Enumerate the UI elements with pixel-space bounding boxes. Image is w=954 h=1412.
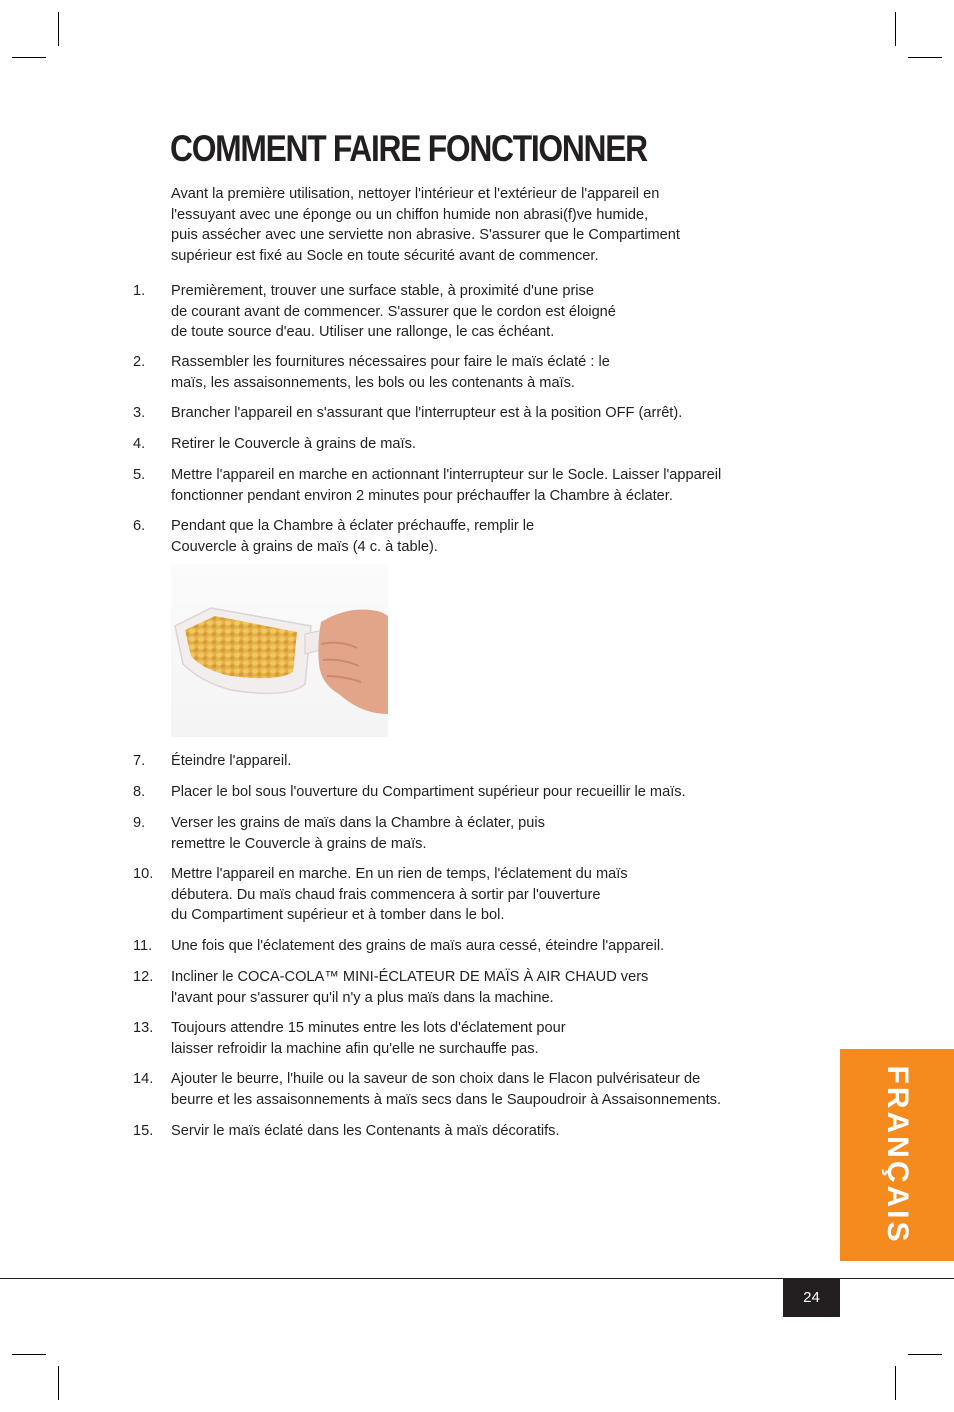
- step-text: Servir le maïs éclaté dans les Contenants à maïs décoratifs.: [171, 1123, 560, 1139]
- intro-line: l'essuyant avec une éponge ou un chiffon humide non abrasi(f)ve humide,: [171, 206, 649, 223]
- step-text: remettre le Couvercle à grains de maïs.: [171, 835, 427, 852]
- intro-line: supérieur est fixé au Socle en toute sécurité avant de commencer.: [171, 247, 599, 264]
- step-text: de toute source d'eau. Utiliser une rallonge, le cas échéant.: [171, 324, 555, 341]
- crop-mark: [12, 57, 46, 58]
- step-text: fonctionner pendant environ 2 minutes pour préchauffer la Chambre à éclater.: [171, 487, 673, 504]
- intro-line: Avant la première utilisation, nettoyer l'intérieur et l'extérieur de l'appareil en: [171, 186, 660, 202]
- step-text: Retirer le Couvercle à grains de maïs.: [171, 436, 416, 452]
- step-text: l'avant pour s'assurer qu'il n'y a plus maïs dans la machine.: [171, 989, 554, 1006]
- hand-holding-kernel-cup-image: [171, 564, 388, 737]
- corn-kernels-photo: [171, 564, 388, 737]
- step-number: 1.: [133, 283, 146, 299]
- crop-mark: [895, 12, 896, 46]
- step-text: débutera. Du maïs chaud frais commencera à sortir par l'ouverture: [171, 886, 601, 903]
- step-text: Couvercle à grains de maïs (4 c. à table).: [171, 538, 438, 555]
- step-number: 13.: [133, 1020, 154, 1036]
- step-text: Toujours attendre 15 minutes entre les lots d'éclatement pour: [171, 1020, 566, 1036]
- crop-mark: [895, 1366, 896, 1400]
- step-number: 11.: [133, 938, 153, 954]
- step-text: Placer le bol sous l'ouverture du Compartiment supérieur pour recueillir le maïs.: [171, 784, 686, 800]
- step-text: Ajouter le beurre, l'huile ou la saveur de son choix dans le Flacon pulvérisateur de: [171, 1071, 701, 1087]
- step-number: 8.: [133, 784, 146, 800]
- step-text: du Compartiment supérieur et à tomber dans le bol.: [171, 907, 505, 924]
- step-text: Mettre l'appareil en marche. En un rien de temps, l'éclatement du maïs: [171, 866, 628, 882]
- step-number: 5.: [133, 467, 146, 483]
- step-number: 6.: [133, 518, 146, 534]
- step-number: 3.: [133, 405, 146, 421]
- step-text: beurre et les assaisonnements à maïs secs dans le Saupoudroir à Assaisonnements.: [171, 1091, 722, 1108]
- intro-paragraph: [171, 184, 741, 266]
- crop-mark: [58, 12, 59, 46]
- page-number-badge: [783, 1278, 840, 1317]
- step-number: 10.: [133, 866, 154, 882]
- step-text: Éteindre l'appareil.: [171, 753, 292, 769]
- step-number: 12.: [133, 969, 154, 985]
- language-label: FRANÇAIS: [881, 1065, 914, 1245]
- step-text: Pendant que la Chambre à éclater préchauffe, remplir le: [171, 518, 535, 534]
- step-text: maïs, les assaisonnements, les bols ou les contenants à maïs.: [171, 374, 575, 391]
- step-text: Mettre l'appareil en marche en actionnant l'interrupteur sur le Socle. Laisser l'appareil: [171, 467, 722, 483]
- step-text: Rassembler les fournitures nécessaires pour faire le maïs éclaté : le: [171, 354, 610, 370]
- step-number: 9.: [133, 815, 146, 831]
- step-number: 7.: [133, 753, 146, 769]
- page-title: COMMENT FAIRE FONCTIONNER: [170, 128, 647, 169]
- page-number: 24: [803, 1289, 820, 1306]
- step-text: Premièrement, trouver une surface stable, à proximité d'une prise: [171, 283, 594, 299]
- step-number: 2.: [133, 354, 146, 370]
- step-number: 4.: [133, 436, 146, 452]
- step-text: Une fois que l'éclatement des grains de maïs aura cessé, éteindre l'appareil.: [171, 938, 665, 954]
- crop-mark: [58, 1366, 59, 1400]
- crop-mark: [908, 57, 942, 58]
- step-text: Incliner le COCA-COLA™ MINI-ÉCLATEUR DE MAÏS À AIR CHAUD vers: [171, 969, 649, 985]
- crop-mark: [12, 1354, 46, 1355]
- step-number: 15.: [133, 1123, 154, 1139]
- intro-line: puis assécher avec une serviette non abrasive. S'assurer que le Compartiment: [171, 227, 680, 244]
- step-text: Verser les grains de maïs dans la Chambre à éclater, puis: [171, 815, 545, 831]
- crop-mark: [908, 1354, 942, 1355]
- step-number: 14.: [133, 1071, 154, 1087]
- step-text: Brancher l'appareil en s'assurant que l'interrupteur est à la position OFF (arrêt).: [171, 405, 683, 421]
- language-tab: [840, 1049, 954, 1261]
- step-text: de courant avant de commencer. S'assurer que le cordon est éloigné: [171, 303, 616, 320]
- step-text: laisser refroidir la machine afin qu'elle ne surchauffe pas.: [171, 1040, 539, 1057]
